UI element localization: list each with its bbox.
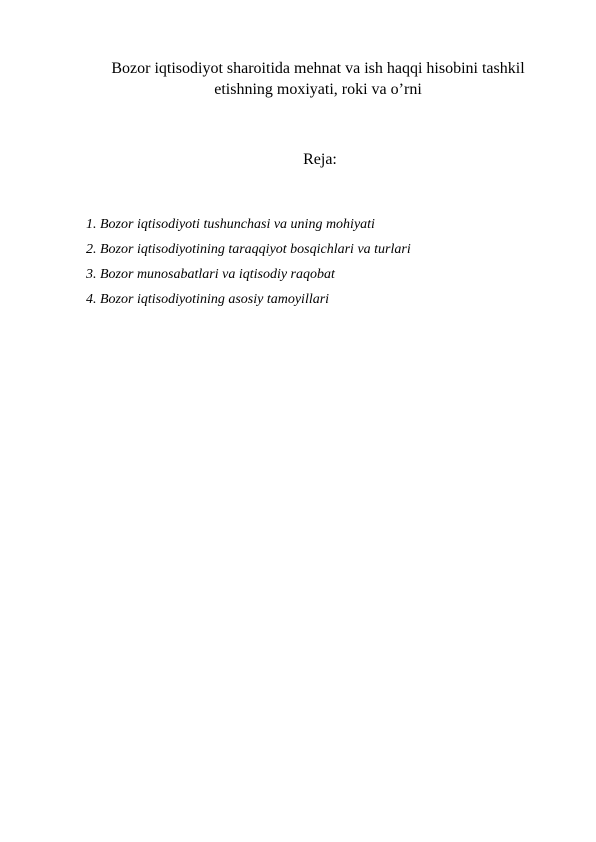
document-title	[40, 58, 596, 100]
document-title-line-2: etishning moxiyati, roki va o’rni	[214, 81, 422, 98]
plan-item-2: 2. Bozor iqtisodiyotining taraqqiyot bosqichlari va turlari	[86, 242, 411, 257]
plan-item-3: 3. Bozor munosabatlari va iqtisodiy raqobat	[86, 267, 335, 282]
plan-heading: Reja:	[303, 151, 337, 168]
document-title-line-1: Bozor iqtisodiyot sharoitida mehnat va ish haqqi hisobini tashkil	[111, 60, 525, 77]
plan-list	[86, 212, 411, 312]
plan-item-1: 1. Bozor iqtisodiyoti tushunchasi va uning mohiyati	[86, 217, 375, 232]
plan-item-4: 4. Bozor iqtisodiyotining asosiy tamoyillari	[86, 292, 330, 307]
